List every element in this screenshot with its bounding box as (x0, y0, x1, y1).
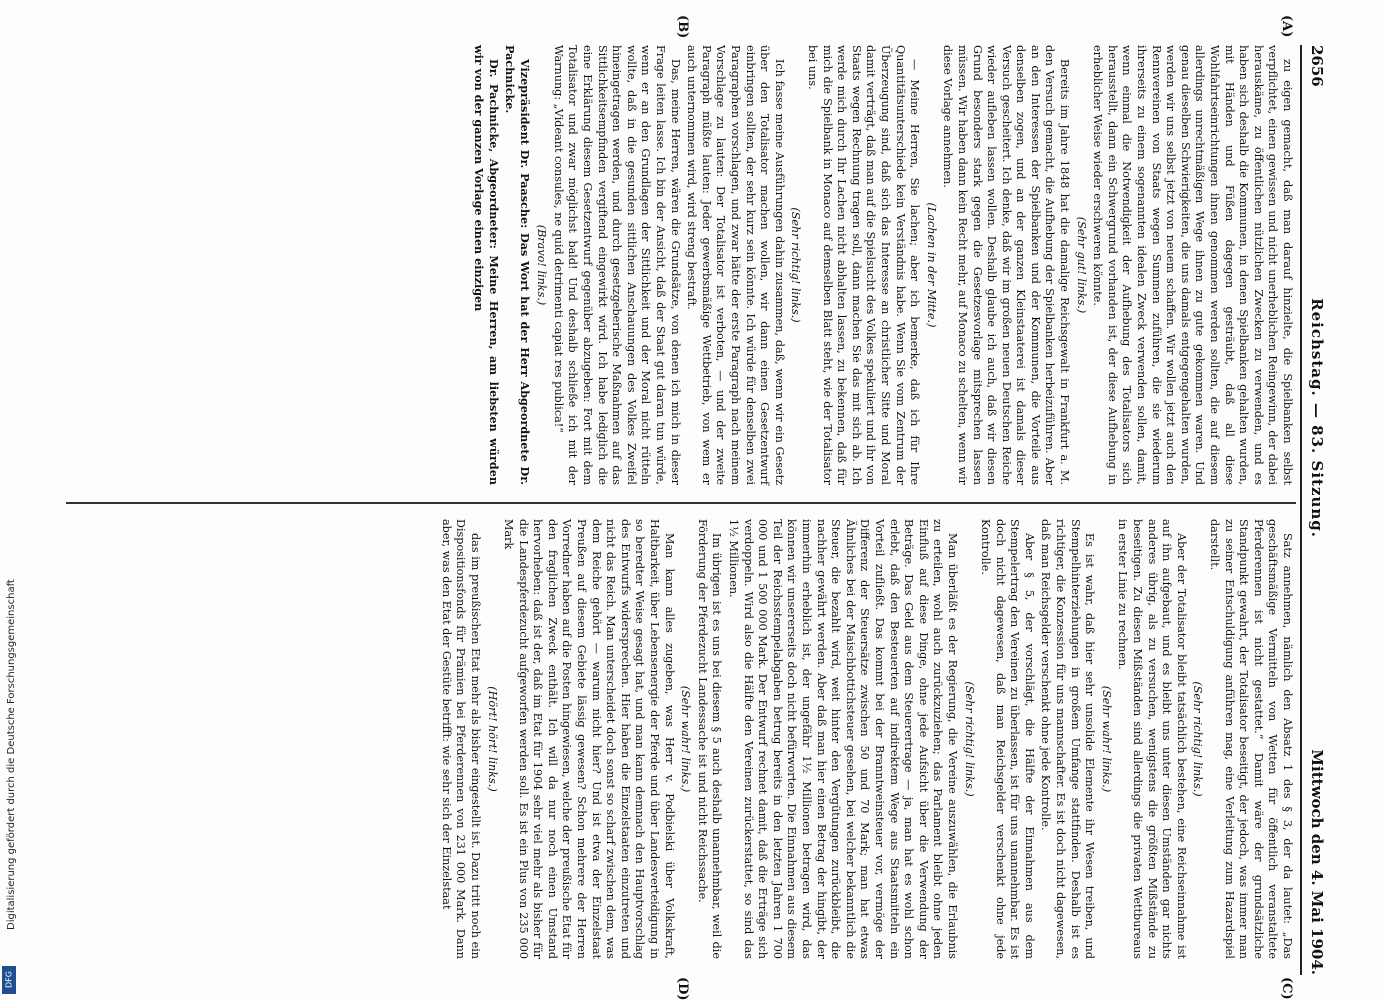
paragraph: Satz annehmen, nämlich den Absatz 1 des § 3, der da lautet: „Das geschäftsmäßige Vermitteln von Wetten für öffentlich veranstaltete Pferderennen ist nicht gestattet.“ Damit wäre der grundsätzliche Standpunkt gewahrt, der Totalisator beseitigt, der jedoch, was immer man zu seiner Entschuldigung anführen mag, eine Verleitung zum Hazardspiel darstellt. (1208, 519, 1294, 959)
interjection: (Sehr gut! links.) (1074, 216, 1088, 314)
interjection: (Sehr richtig! links.) (962, 681, 976, 797)
interjection: (Sehr wahr! links.) (679, 685, 693, 793)
paragraph: Das, meine Herren, wären die Grundsätze, von denen ich mich in dieser Frage leiten lasse. Ich bin der Ansicht, daß der Staat gut daran tun würde, wenn er an den Grundlagen der Sittlichkeit und der Moral nicht rütteln wollte, daß in die gesunden sittlichen Anschauungen des Volkes Zweifel hineingetragen werden, und durch gesetzgeberische Maßnahmen auf das Sittlichkeitsempfinden vergiftend eingewirkt wird. Ich habe lediglich die eine Erklärung diesem Gesetzentwurf gegenüber abzugeben: Fort mit dem Totalisator und zwar möglichst bald! Und deshalb schließe ich mit der Warnung: „Videant consules, ne quid detrimenti capiat res publica!“ (551, 45, 682, 485)
interjection: (Lachen in der Mitte.) (924, 202, 938, 328)
page-title: Reichstag. — 83. Sitzung. (1308, 298, 1326, 538)
interjection: (Hört! hört! links.) (485, 686, 499, 792)
paragraph: — Meine Herren, Sie lachen; aber ich bemerke, daß ich für Ihre Quantitätsunterschiede kein Verständnis habe. Wenn Sie vom Zentrum der Überzeugung sind, daß sich das Interesse an christlicher Sitte und Moral damit verträgt, daß man auf die Spielsucht des Volkes spekuliert und ihr von Staats wegen Rechnung tragen soll, dann machen Sie das mit sich ab. Ich werde mich durch Ihr Lachen nicht abhalten lassen, zu bekennen, daß für mich die Spielbank in Monaco auf demselben Blatt steht, wie der Totalisator bei uns. (806, 45, 922, 485)
interjection: (Bravo! links.) (535, 224, 549, 306)
paragraph: Bereits im Jahre 1848 hat die damalige Reichsgewalt in Frankfurt a. M. den Versuch gemacht, die Aufhebung der Spielbanken herbeizuführen. Aber an den Interessen der Spielbanken und der Kommunen, die Vorteile aus denselben zogen, und an der ganzen Kleinstaaterei ist damals dieser Versuch gescheitert. Ich denke, daß wir im großen neuen Deutschen Reiche wieder aufleben lassen wollen. Deshalb glaube ich auch, daß wir diesen Grund besonders stark gegen die Gesetzesvorlage mitsprechen lassen müssen. Wir haben dann kein Recht mehr, auf Monaco zu schelten, wenn wir diese Vorlage annehmen. (941, 45, 1072, 485)
margin-marker-a: (A) (1279, 15, 1294, 38)
digitization-note: Digitalisierung gefördert durch die Deutsche Forschungsgemeinschaft (6, 579, 17, 930)
paragraph: Im übrigen ist es uns bei diesem § 5 auch deshalb unannehmbar, weil die Förderung der Pferdezucht Landessache ist und nicht Reichssache. (695, 519, 724, 959)
paragraph: Aber der Totalisator bleibt tatsächlich bestehen, eine Reichseinnahme ist auf ihn aufgebaut, und es bleibt uns unter diesen Umständen gar nichts anderes übrig, als zu versuchen, wenigstens die größten Mißstände zu beseitigen. Zu diesen Mißständen sind allerdings die privaten Wettbureaus in erster Linie zu rechnen. (1116, 519, 1188, 959)
page-header (1304, 45, 1330, 975)
interjection: (Sehr wahr! links.) (1099, 685, 1113, 793)
paragraph: Man kann alles zugeben, was Herr v. Podbielski über Volkskraft, Haltbarkeit, über Lebensenergie der Pferde und über Landesverteidigung in so beredter Weise gesagt hat, und man kann demnach den Hauptvorschlag des Entwurfs widersprechen. Hier haben die Einzelstaaten einzutreten und nicht das Reich. Man unterscheidet doch sonst so scharf zwischen dem, was dem Reiche gehört — warum nicht hier? Und ist etwa der Einzelstaat Preußen auf diesem Gebiete lässig gewesen? Schon mehrere der Herren Vorredner haben auf die Posten hingewiesen, welche der preußische Etat für den fraglichen Zweck enthält. Ich will da nur noch einen Umstand hervorheben: daß ist der, daß im Etat für 1904 sehr viel mehr als bisher für die Landespferdezucht aufgeworfen werden soll. Es ist ein Plus von 235 000 Mark (502, 519, 676, 959)
header-rule (1300, 45, 1302, 975)
paragraph: zu eigen gemacht, daß man darauf hinzielte, die Spielbanken selbst verpflichtet, einen gewissen und nicht unerheblichen Reingewinn, der dabei herauskäme, zu öffentlichen nützlichen Zwecken zu verwenden, und es haben sich deshalb die Kommunen, in denen Spielbanken gehalten wurden, mit Händen und Füßen dagegen gesträubt, daß all diese Wohlfahrtseinrichtungen ihnen genommen werden sollten, die auf diesem allerdings unrechtmäßigen Wege ihnen zu gute gekommen waren. Und genau dieselben Schwierigkeiten, die uns damals entgegengehalten wurden, werden wir uns selbst jetzt von neuem schaffen. Wir wollen jetzt auch den Rennvereinen von Staats wegen Summen zuführen, die sie wiederum ihrerseits zu einem sogenannten idealen Zweck verwenden sollen, damit, wenn einmal die Notwendigkeit der Aufhebung des Totalisators sich herausstellt, dann ein Schwergrund vorhanden ist, der diese Aufhebung in erheblicher Weise wieder erschweren könnte. (1091, 45, 1294, 485)
column-divider (66, 502, 1296, 504)
interjection: (Sehr richtig! links.) (1191, 681, 1205, 797)
paragraph: Man überläßt es der Regierung, die Vereine auszuwählen, die Erlaubnis zu erteilen, wohl auch zurückzuziehen; das Parlament bleibt ohne jeden Einfluß auf diese Dinge, ohne jede Aufsicht über die Verwendung der Beträge. Das Geld aus dem Steuerertrage — ja, man hat es wohl schon erlebt, daß den Besteuerten auf indirektem Wege aus Staatsmitteln ein Vorteil zufließt. Das kommt bei der Branntweinsteuer vor, vermöge der Differenz der Steuersätze zwischen 50 und 70 Mark; man hat etwas Ähnliches bei der Maischbottichsteuer gesehen, bei welcher bekanntlich die Steuer, die bezahlt wird, weit hinter den Vergütungen zurückbleibt, die nachher gewährt werden. Aber daß man hier einen Betrag der hingibt, der immerhin erheblich ist, der ungefähr 1½ Millionen betragen wird, das können wir unsererseits doch nicht befürworten. Die Einnahmen aus diesem Teil der Reichsstempelabgaben betrug bereits in den letzten Jahren 1 700 000 und 1 500 000 Mark. Der Entwurf rechnet damit, daß die Erträge sich verdoppeln. Wird also die Hälfte den Vereinen zurückerstattet, so sind das 1½ Millionen. (727, 519, 959, 959)
page-number: 2656 (1308, 45, 1326, 87)
dfg-logo: DFG (2, 966, 16, 994)
margin-marker-c: (C) (1279, 977, 1294, 1000)
paragraph: das im preußischen Etat mehr als bisher eingestellt ist. Dazu tritt noch ein Dispositionsfonds für Prämien bei Pferderennen von 231 000 Mark. Dann aber, was den Etat der Gestüte betrifft: wie sehr sich der Einzelstaat (439, 519, 482, 959)
margin-marker-d: (D) (675, 977, 690, 1001)
page-date: Mittwoch den 4. Mai 1904. (1308, 749, 1326, 975)
rotated-page-content (70, 15, 1330, 1001)
margin-marker-b: (B) (675, 15, 690, 39)
left-column (469, 45, 1294, 485)
interjection: (Sehr richtig! links.) (789, 207, 803, 323)
paragraph: Aber § 5, der vorschlägt, die Hälfte der Einnahmen aus dem Stempelertrag den Vereinen zu überlassen, ist für uns unannehmbar. Es ist doch nicht dagewesen, daß man Reichsgelder verschenkt ohne jede Kontrolle. (979, 519, 1036, 959)
paragraph: Es ist wahr, daß hier sehr unsolide Elemente ihr Wesen treiben, und Stempelhinterziehungen in großem Umfange stattfinden. Deshalb ist es richtiger, die Konzession für uns mannschafter. Es ist doch nicht dagewesen, daß man Reichsgelder verschenkt ohne jede Kontrolle. (1039, 519, 1097, 959)
speaker-paragraph: Vizepräsident Dr. Paasche: Das Wort hat der Herr Abgeordnete Dr. Pachnicke. (503, 45, 532, 485)
right-column (436, 519, 1294, 959)
speaker-paragraph: Dr. Pachnicke, Abgeordneter: Meine Herren, am liebsten würden wir von der ganzen Vorlage einen einzigen (471, 45, 501, 485)
paragraph: Ich fasse meine Ausführungen dahin zusammen, daß, wenn wir ein Gesetz über den Totalisator machen wollen, wir dann einen Gesetzentwurf einbringen sollten, der sehr kurz sein könnte. Ich würde für denselben zwei Paragraphen vorschlagen, und zwar hätte der erste Paragraph nach meinem Vorschlage zu lauten: Der Totalisator ist verboten, — und der zweite Paragraph müßte lauten: Jeder gewerbsmäßige Wettbetrieb, von wem er auch unternommen wird, wird streng bestraft. (685, 45, 786, 485)
